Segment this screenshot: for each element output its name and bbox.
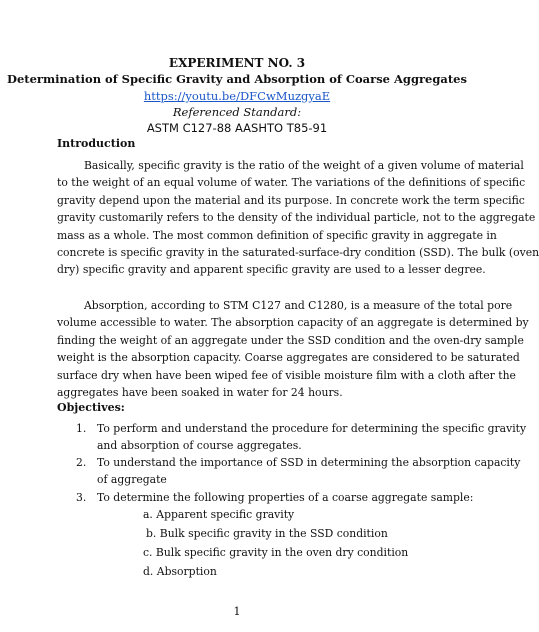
objective-line: of aggregate xyxy=(97,473,167,487)
introduction-heading: Introduction xyxy=(57,137,136,150)
paragraph-line: gravity depend upon the material and its purpose. In concrete work the term specific xyxy=(57,193,525,207)
sub-item-c: c. Bulk specific gravity in the oven dry condition xyxy=(143,546,409,559)
paragraph-line: volume accessible to water. The absorption capacity of an aggregate is determined by xyxy=(57,316,529,330)
objective-line: To understand the importance of SSD in determining the absorption capacity xyxy=(97,456,521,469)
paragraph-line: Absorption, according to STM C127 and C1280, is a measure of the total pore xyxy=(84,299,513,312)
sub-item-d: d. Absorption xyxy=(143,565,217,578)
introduction-paragraph-1 xyxy=(57,157,539,279)
sub-item-b: b. Bulk specific gravity in the SSD condition xyxy=(146,527,388,540)
sub-item-a: a. Apparent specific gravity xyxy=(143,508,295,521)
paragraph-line: weight is the absorption capacity. Coarse aggregates are considered to be saturated xyxy=(57,351,520,365)
paragraph-line: surface dry when have been wiped fee of visible moisture film with a cloth after the xyxy=(57,368,516,382)
paragraph-line: to the weight of an equal volume of water. The variations of the definitions of specific xyxy=(57,176,526,190)
referenced-standard-label: Referenced Standard: xyxy=(172,105,302,119)
paragraph-line: finding the weight of an aggregate under the SSD condition and the oven-dry sample xyxy=(57,333,524,347)
paragraph-line: Basically, specific gravity is the ratio of the weight of a given volume of material xyxy=(84,159,524,172)
objective-line: To perform and understand the procedure for determining the specific gravity xyxy=(97,422,527,435)
page-number: 1 xyxy=(233,605,241,618)
paragraph-line: dry) specific gravity and apparent specific gravity are used to a lesser degree. xyxy=(57,263,486,277)
objective-number: 3. xyxy=(76,491,87,504)
referenced-standard: ASTM C127-88 AASHTO T85-91 xyxy=(146,121,328,135)
paragraph-line: concrete is specific gravity in the saturated-surface-dry condition (SSD). The bulk (oven xyxy=(57,246,539,260)
objective-number: 1. xyxy=(76,422,87,435)
objectives-heading: Objectives: xyxy=(57,401,125,414)
paragraph-line: aggregates have been soaked in water for 24 hours. xyxy=(57,386,343,400)
video-link[interactable]: https://youtu.be/DFCwMuzgyaE xyxy=(143,89,331,103)
objective-line: To determine the following properties of a coarse aggregate sample: xyxy=(97,491,474,504)
introduction-paragraph-2 xyxy=(57,297,529,401)
objective-item-3 xyxy=(97,489,473,506)
experiment-title: EXPERIMENT NO. 3 xyxy=(168,56,306,70)
paragraph-line: mass as a whole. The most common definition of specific gravity in aggregate in xyxy=(57,228,497,242)
objective-item-1 xyxy=(97,420,526,455)
objective-line: and absorption of course aggregates. xyxy=(97,439,302,453)
paragraph-line: gravity customarily refers to the density of the individual particle, not to the aggregate xyxy=(57,211,536,225)
objective-item-2 xyxy=(97,454,520,489)
objective-number: 2. xyxy=(76,456,87,469)
experiment-subtitle: Determination of Specific Gravity and Absorption of Coarse Aggregates xyxy=(7,72,467,86)
